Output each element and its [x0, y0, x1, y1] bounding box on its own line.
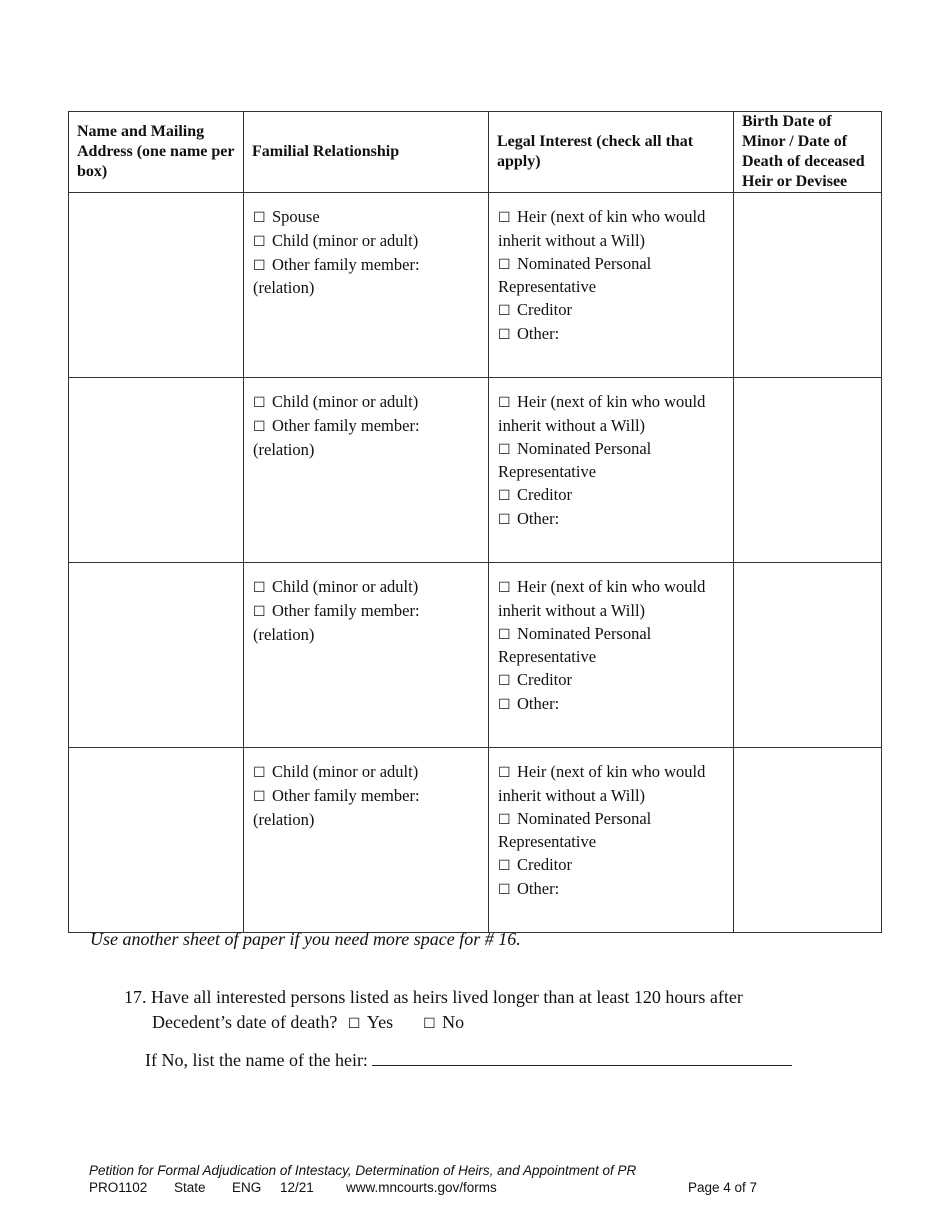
checkbox[interactable]: ☐: [253, 418, 266, 435]
relationship-option-label: (relation): [253, 278, 315, 298]
relationship-option-label: Other family member:: [272, 415, 420, 435]
checkbox[interactable]: ☐: [253, 765, 266, 781]
table-row: [69, 378, 882, 563]
checkbox[interactable]: ☐: [498, 441, 511, 458]
relationship-option: [253, 230, 479, 254]
checkbox[interactable]: ☐: [253, 210, 266, 226]
relationship-option: [253, 761, 479, 785]
interest-option: [498, 623, 724, 647]
interest-option-label: Creditor: [517, 485, 572, 505]
interest-option-label: Other:: [517, 878, 560, 898]
if-no-line: [145, 1047, 792, 1071]
interest-option-label: inherit without a Will): [498, 600, 646, 620]
interest-option: [498, 323, 724, 347]
interest-option: [498, 508, 724, 532]
header-name-address: Name and Mailing Address (one name per box): [69, 112, 244, 193]
interest-option: [498, 693, 724, 717]
relationship-option-label: (relation): [253, 624, 315, 644]
interest-option: [498, 461, 724, 484]
header-birth-death-date: Birth Date of Minor / Date of Death of deceased Heir or Devisee: [734, 112, 882, 193]
footer-form-title: Petition for Formal Adjudication of Intestacy, Determination of Heirs, and Appointment of PR: [89, 1163, 637, 1178]
name-address-cell[interactable]: [69, 193, 244, 378]
birth-death-date-cell[interactable]: [734, 563, 882, 748]
interest-option-label: Creditor: [517, 670, 572, 690]
familial-relationship-cell: [244, 193, 489, 378]
question-17-text-cont: Decedent’s date of death?: [152, 1012, 338, 1032]
relationship-option: [253, 206, 479, 230]
checkbox[interactable]: ☐: [498, 488, 511, 505]
legal-interest-cell: [489, 563, 734, 748]
relationship-option-label: Child (minor or adult): [272, 577, 419, 596]
interest-option-label: Other:: [517, 508, 560, 528]
relationship-option-label: Other family member:: [272, 600, 420, 620]
interest-option-label: Representative: [498, 832, 597, 852]
interest-option: [498, 854, 724, 878]
interest-option: [498, 484, 724, 508]
checkbox[interactable]: ☐: [253, 257, 266, 274]
interest-option-label: Nominated Personal: [517, 808, 652, 828]
relationship-option: [253, 391, 479, 415]
interest-option: [498, 646, 724, 669]
interest-option: [498, 669, 724, 693]
interest-option-label: Creditor: [517, 300, 572, 320]
relationship-option-label: Spouse: [272, 207, 320, 226]
relationship-option: [253, 785, 479, 809]
if-no-label: If No, list the name of the heir:: [145, 1050, 368, 1070]
name-address-cell[interactable]: [69, 563, 244, 748]
interest-option-label: Nominated Personal: [517, 438, 652, 458]
page-footer: [89, 1162, 757, 1196]
yes-checkbox[interactable]: ☐: [347, 1016, 361, 1032]
checkbox[interactable]: ☐: [498, 881, 511, 898]
checkbox[interactable]: ☐: [498, 303, 511, 320]
interest-option-label: inherit without a Will): [498, 415, 646, 435]
interest-option: [498, 831, 724, 854]
checkbox[interactable]: ☐: [498, 858, 511, 875]
interest-option-label: Other:: [517, 323, 560, 343]
checkbox[interactable]: ☐: [498, 580, 511, 596]
heirs-table: [68, 111, 882, 933]
interest-option: [498, 438, 724, 462]
interest-option: [498, 808, 724, 832]
header-legal-interest: Legal Interest (check all that apply): [489, 112, 734, 193]
interest-option: [498, 878, 724, 902]
interest-option-label: inherit without a Will): [498, 785, 646, 805]
interest-option: [498, 230, 724, 253]
relationship-option: [253, 439, 479, 462]
interest-option: [498, 276, 724, 299]
name-address-cell[interactable]: [69, 378, 244, 563]
checkbox[interactable]: ☐: [253, 580, 266, 596]
relationship-option: [253, 277, 479, 300]
heir-name-blank[interactable]: [372, 1047, 792, 1066]
question-17: [124, 985, 743, 1037]
yes-label: Yes: [366, 1012, 394, 1032]
familial-relationship-cell: [244, 378, 489, 563]
interest-option-label: Heir (next of kin who would: [517, 392, 706, 411]
checkbox[interactable]: ☐: [253, 788, 266, 805]
legal-interest-cell: [489, 748, 734, 933]
birth-death-date-cell[interactable]: [734, 378, 882, 563]
relationship-option: [253, 254, 479, 278]
familial-relationship-cell: [244, 748, 489, 933]
checkbox[interactable]: ☐: [498, 673, 511, 690]
relationship-option-label: Child (minor or adult): [272, 762, 419, 781]
interest-option: [498, 576, 724, 600]
relationship-option-label: Other family member:: [272, 254, 420, 274]
footer-page-number: Page 4 of 7: [688, 1180, 758, 1195]
interest-option-label: Representative: [498, 462, 597, 482]
header-familial-relationship: Familial Relationship: [244, 112, 489, 193]
footer-state: State: [174, 1180, 206, 1195]
footer-form-id: PRO1102: [89, 1180, 148, 1195]
relationship-option-label: (relation): [253, 439, 315, 459]
relationship-option-label: Child (minor or adult): [272, 392, 419, 411]
legal-interest-cell: [489, 378, 734, 563]
checkbox[interactable]: ☐: [498, 626, 511, 643]
interest-option-label: Heir (next of kin who would: [517, 207, 706, 226]
table-header-row: [69, 112, 882, 193]
checkbox[interactable]: ☐: [498, 811, 511, 828]
interest-option: [498, 391, 724, 415]
checkbox[interactable]: ☐: [253, 603, 266, 620]
legal-interest-cell: [489, 193, 734, 378]
no-label: No: [442, 1012, 465, 1032]
checkbox[interactable]: ☐: [498, 256, 511, 273]
footer-lang: ENG: [232, 1180, 262, 1195]
table-row: [69, 748, 882, 933]
question-17-text: 17. Have all interested persons listed as heirs lived longer than at least 120 hours after: [124, 987, 743, 1007]
relationship-option: [253, 600, 479, 624]
interest-option-label: Nominated Personal: [517, 623, 652, 643]
checkbox[interactable]: ☐: [498, 326, 511, 343]
interest-option: [498, 785, 724, 808]
relationship-option: [253, 809, 479, 832]
interest-option: [498, 253, 724, 277]
interest-option: [498, 415, 724, 438]
birth-death-date-cell[interactable]: [734, 748, 882, 933]
interest-option: [498, 761, 724, 785]
checkbox[interactable]: ☐: [498, 511, 511, 528]
birth-death-date-cell[interactable]: [734, 193, 882, 378]
relationship-option: [253, 415, 479, 439]
relationship-option-label: Child (minor or adult): [272, 230, 419, 250]
interest-option-label: Heir (next of kin who would: [517, 577, 706, 596]
interest-option-label: Other:: [517, 693, 560, 713]
relationship-option-label: (relation): [253, 809, 315, 829]
relationship-option-label: Other family member:: [272, 785, 420, 805]
name-address-cell[interactable]: [69, 748, 244, 933]
checkbox[interactable]: ☐: [253, 233, 266, 250]
relationship-option: [253, 576, 479, 600]
checkbox[interactable]: ☐: [498, 696, 511, 713]
familial-relationship-cell: [244, 563, 489, 748]
interest-option-label: Representative: [498, 277, 597, 297]
interest-option-label: Heir (next of kin who would: [517, 762, 706, 781]
checkbox[interactable]: ☐: [498, 395, 511, 411]
checkbox[interactable]: ☐: [253, 395, 266, 411]
table-row: [69, 193, 882, 378]
interest-option-label: inherit without a Will): [498, 230, 646, 250]
more-space-note: Use another sheet of paper if you need more space for # 16.: [90, 929, 521, 949]
checkbox[interactable]: ☐: [498, 765, 511, 781]
interest-option: [498, 600, 724, 623]
interest-option: [498, 206, 724, 230]
footer-date: 12/21: [280, 1180, 314, 1195]
no-checkbox[interactable]: ☐: [423, 1016, 436, 1032]
checkbox[interactable]: ☐: [498, 210, 511, 226]
footer-url: www.mncourts.gov/forms: [346, 1180, 497, 1195]
interest-option: [498, 299, 724, 323]
interest-option-label: Creditor: [517, 855, 572, 875]
relationship-option: [253, 624, 479, 647]
interest-option-label: Representative: [498, 647, 597, 667]
interest-option-label: Nominated Personal: [517, 253, 652, 273]
table-row: [69, 563, 882, 748]
